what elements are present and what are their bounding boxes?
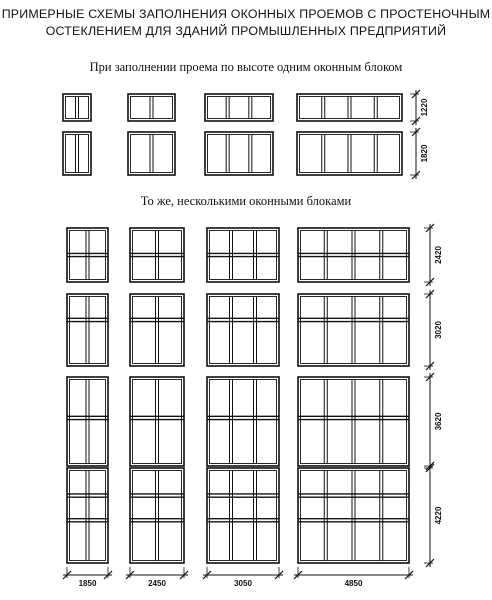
height-dim-multi-2 (424, 290, 443, 370)
height-dim-multi-2-label: 3020 (434, 321, 444, 339)
window-single-r2-c1 (63, 132, 91, 175)
height-dim-multi-3-label: 3620 (434, 412, 444, 431)
width-dim-3-label: 3050 (234, 579, 252, 588)
window-multi-r2-c1 (67, 294, 108, 366)
window-single-r2-c2 (128, 132, 175, 175)
window-multi-r2-c4 (298, 294, 409, 366)
height-dim-multi-1-label: 2420 (434, 246, 444, 264)
width-dim-4-label: 4850 (344, 579, 363, 588)
height-dim-single-1-label: 1220 (420, 98, 430, 117)
window-single-r1-c1 (63, 94, 91, 121)
window-multi-r2-c3 (207, 294, 279, 366)
window-single-r1-c2 (128, 94, 175, 121)
window-multi-r1-c4 (298, 228, 409, 282)
height-dim-single-2-label: 1820 (420, 144, 430, 163)
multi-block-caption: То же, несколькими оконными блоками (140, 194, 352, 208)
width-dim-3 (203, 567, 283, 588)
window-single-r2-c4 (297, 132, 402, 175)
window-multi-r3-c1 (67, 377, 108, 466)
window-multi-r1-c3 (207, 228, 279, 282)
single-block-caption: При заполнении проема по высоте одним оконным блоком (89, 60, 403, 74)
window-multi-r4-c4 (298, 468, 409, 563)
window-multi-r2-c2 (130, 294, 184, 366)
window-multi-r4-c2 (130, 468, 184, 563)
width-dim-2 (126, 567, 188, 588)
height-dim-single-1 (410, 90, 429, 125)
height-dim-multi-3 (424, 373, 443, 470)
window-single-r1-c3 (205, 94, 273, 121)
height-dim-multi-4-label: 4220 (434, 506, 444, 525)
width-dim-1-label: 1850 (78, 579, 97, 588)
height-dim-multi-4 (424, 464, 443, 567)
drawing-title-line-1: ПРИМЕРНЫЕ СХЕМЫ ЗАПОЛНЕНИЯ ОКОННЫХ ПРОЕМОВ С ПРОСТЕНОЧНЫМ (1, 7, 491, 21)
window-multi-r3-c3 (207, 377, 279, 466)
window-multi-r4-c3 (207, 468, 279, 563)
window-multi-r3-c2 (130, 377, 184, 466)
width-dim-1 (63, 567, 112, 588)
window-multi-r1-c1 (67, 228, 108, 282)
height-dim-single-2 (410, 128, 429, 179)
window-multi-r4-c1 (67, 468, 108, 563)
window-single-r2-c3 (205, 132, 273, 175)
window-multi-r3-c4 (298, 377, 409, 466)
drawing-title-line-2: ОСТЕКЛЕНИЕМ ДЛЯ ЗДАНИЙ ПРОМЫШЛЕННЫХ ПРЕДПРИЯТИЙ (45, 24, 447, 38)
width-dim-2-label: 2450 (148, 579, 166, 588)
width-dim-4 (294, 567, 413, 588)
height-dim-multi-1 (424, 224, 443, 286)
window-single-r1-c4 (297, 94, 402, 121)
window-multi-r1-c2 (130, 228, 184, 282)
